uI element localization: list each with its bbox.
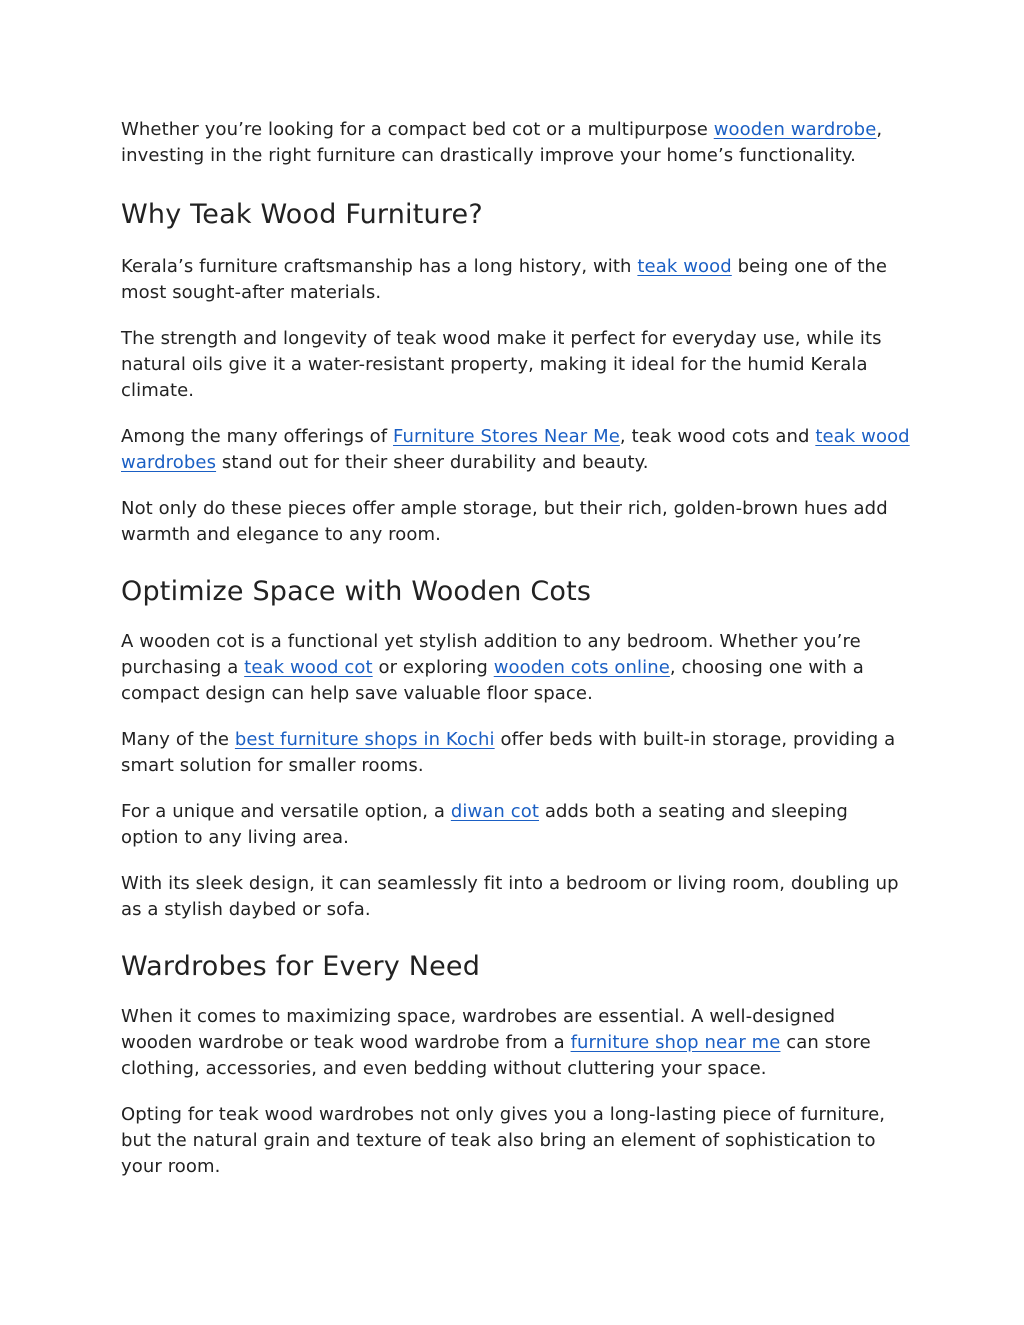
wooden-cots-online-link[interactable]: wooden cots online — [493, 657, 670, 678]
wardrobes-heading: Wardrobes for Every Need — [121, 951, 481, 982]
diwan-cot-link[interactable]: diwan cot — [450, 801, 540, 822]
why-teak-heading: Why Teak Wood Furniture? — [121, 199, 483, 230]
paragraph-text: , choosing one with a compact design can help save valuable floor space. — [121, 657, 864, 704]
cots-paragraph-3 — [121, 799, 911, 851]
paragraph-text: Kerala’s furniture craftsmanship has a long history, with — [121, 256, 638, 277]
document-page — [121, 117, 911, 1200]
teak-wood-link[interactable]: teak wood — [637, 256, 732, 277]
paragraph-text: , teak wood cots and — [619, 426, 816, 447]
cots-heading: Optimize Space with Wooden Cots — [121, 576, 592, 607]
paragraph-text: or exploring — [372, 657, 494, 678]
why-teak-paragraph-4: Not only do these pieces offer ample storage, but their rich, golden-brown hues add warmth and elegance to any room. — [121, 498, 888, 545]
why-teak-paragraph-2: The strength and longevity of teak wood make it perfect for everyday use, while its natural oils give it a water-resistant property, making it ideal for the humid Kerala climate. — [121, 328, 882, 401]
paragraph-text: can store clothing, accessories, and even bedding without cluttering your space. — [121, 1032, 871, 1079]
paragraph-text: Among the many offerings of — [121, 426, 393, 447]
paragraph-text: stand out for their sheer durability and beauty. — [216, 452, 649, 473]
cots-paragraph-1 — [121, 629, 911, 707]
paragraph-text: Many of the — [121, 729, 235, 750]
best-furniture-shops-in-kochi-link[interactable]: best furniture shops in Kochi — [234, 729, 495, 750]
teak-wood-wardrobes-link[interactable]: teak wood wardrobes — [121, 426, 910, 473]
paragraph-text: offer beds with built-in storage, providing a smart solution for smaller rooms. — [121, 729, 896, 776]
why-teak-paragraph-1 — [121, 254, 911, 306]
wooden-wardrobe-link[interactable]: wooden wardrobe — [713, 119, 877, 140]
intro-text-2: , investing in the right furniture can drastically improve your home’s functionality. — [121, 119, 883, 166]
intro-text-1: Whether you’re looking for a compact bed cot or a multipurpose — [121, 119, 714, 140]
teak-wood-cot-link[interactable]: teak wood cot — [244, 657, 373, 678]
intro-paragraph — [121, 117, 911, 169]
paragraph-text: For a unique and versatile option, a — [121, 801, 451, 822]
wardrobes-paragraph-1 — [121, 1004, 911, 1082]
why-teak-paragraph-3 — [121, 424, 911, 476]
paragraph-text: When it comes to maximizing space, wardrobes are essential. A well-designed wooden wardrobe or teak wood wardrobe from a — [121, 1006, 836, 1053]
paragraph-text: adds both a seating and sleeping option to any living area. — [121, 801, 848, 848]
cots-paragraph-2 — [121, 727, 911, 779]
furniture-shop-near-me-link[interactable]: furniture shop near me — [570, 1032, 781, 1053]
furniture-stores-near-me-link[interactable]: Furniture Stores Near Me — [393, 426, 620, 447]
paragraph-text: being one of the most sought-after materials. — [121, 256, 888, 303]
cots-paragraph-4: With its sleek design, it can seamlessly fit into a bedroom or living room, doubling up as a stylish daybed or sofa. — [121, 873, 899, 920]
paragraph-text: A wooden cot is a functional yet stylish addition to any bedroom. Whether you’re purchasing a — [121, 631, 861, 678]
wardrobes-paragraph-2: Opting for teak wood wardrobes not only gives you a long-lasting piece of furniture, but the natural grain and texture of teak also bring an element of sophistication to your room. — [121, 1104, 886, 1177]
